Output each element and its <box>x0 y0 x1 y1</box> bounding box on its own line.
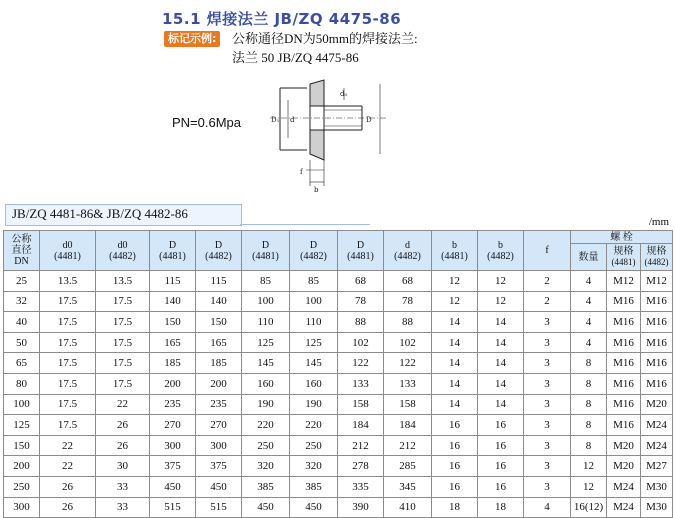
table-cell: 515 <box>150 497 196 518</box>
table-cell: 3 <box>524 394 571 415</box>
table-cell: 26 <box>40 497 96 518</box>
label-b: b <box>314 186 319 194</box>
table-cell: 12 <box>478 291 524 312</box>
label-d: d <box>290 116 295 124</box>
table-cell: 17.5 <box>40 415 96 436</box>
table-row <box>4 353 673 374</box>
table-cell: 300 <box>4 497 40 518</box>
table-cell: 22 <box>96 394 150 415</box>
table-cell: 8 <box>571 373 607 394</box>
table-cell: M16 <box>607 415 641 436</box>
table-cell: 78 <box>338 291 384 312</box>
label-D: D <box>366 116 372 124</box>
table-cell: 410 <box>384 497 432 518</box>
table-cell: 3 <box>524 312 571 333</box>
table-cell: 17.5 <box>96 353 150 374</box>
table-row <box>4 312 673 333</box>
table-cell: 14 <box>478 332 524 353</box>
table-cell: 285 <box>384 456 432 477</box>
table-cell: 102 <box>338 332 384 353</box>
table-cell: 33 <box>96 497 150 518</box>
table-cell: 16 <box>478 435 524 456</box>
table-cell: 2 <box>524 291 571 312</box>
table-cell: 4 <box>571 332 607 353</box>
table-cell: 375 <box>196 456 242 477</box>
table-cell: 14 <box>432 394 478 415</box>
table-cell: 30 <box>96 456 150 477</box>
table-cell: 50 <box>4 332 40 353</box>
table-cell: 184 <box>338 415 384 436</box>
table-cell: 25 <box>4 271 40 292</box>
table-cell: 68 <box>384 271 432 292</box>
table-cell: M20 <box>607 435 641 456</box>
table-cell: 8 <box>571 415 607 436</box>
pressure-rating: PN=0.6Mpa <box>172 115 242 130</box>
table-cell: 16 <box>432 435 478 456</box>
table-cell: 115 <box>150 271 196 292</box>
table-cell: 13.5 <box>40 271 96 292</box>
table-cell: 140 <box>196 291 242 312</box>
table-cell: 450 <box>242 497 290 518</box>
table-cell: 122 <box>384 353 432 374</box>
table-cell: 16 <box>478 415 524 436</box>
table-cell: 185 <box>196 353 242 374</box>
table-cell: 515 <box>196 497 242 518</box>
table-cell: 3 <box>524 456 571 477</box>
table-cell: 17.5 <box>96 312 150 333</box>
table-cell: 390 <box>338 497 384 518</box>
unit-label: /mm <box>648 216 669 228</box>
table-row <box>4 435 673 456</box>
table-row <box>4 271 673 292</box>
table-cell: 12 <box>571 456 607 477</box>
table-cell: 88 <box>338 312 384 333</box>
example-line-2: 法兰 50 JB/ZQ 4475-86 <box>232 50 359 65</box>
table-cell: 200 <box>150 373 196 394</box>
table-cell: 18 <box>432 497 478 518</box>
table-cell: 300 <box>150 435 196 456</box>
header-D-4482: D (4482) <box>196 231 242 271</box>
table-cell: 85 <box>242 271 290 292</box>
table-cell: 8 <box>571 394 607 415</box>
table-cell: 100 <box>242 291 290 312</box>
table-cell: 185 <box>150 353 196 374</box>
table-cell: 16 <box>478 456 524 477</box>
header-bolt-qty: 数量 <box>571 244 607 271</box>
table-row <box>4 332 673 353</box>
table-row <box>4 456 673 477</box>
table-cell: 16 <box>432 415 478 436</box>
table-cell: 16(12) <box>571 497 607 518</box>
table-cell: M20 <box>641 394 673 415</box>
table-cell: M12 <box>607 271 641 292</box>
table-cell: 14 <box>478 353 524 374</box>
table-cell: 110 <box>290 312 338 333</box>
table-cell: M24 <box>641 435 673 456</box>
table-cell: 4 <box>571 271 607 292</box>
table-cell: 17.5 <box>40 332 96 353</box>
table-cell: 12 <box>432 291 478 312</box>
table-cell: 190 <box>290 394 338 415</box>
table-cell: 14 <box>432 312 478 333</box>
table-cell: 250 <box>242 435 290 456</box>
table-cell: 22 <box>40 435 96 456</box>
table-cell: 17.5 <box>96 373 150 394</box>
table-cell: 2 <box>524 271 571 292</box>
table-cell: 345 <box>384 476 432 497</box>
header-D2-4481: D (4481) <box>338 231 384 271</box>
table-cell: 100 <box>290 291 338 312</box>
table-cell: 125 <box>242 332 290 353</box>
table-row <box>4 476 673 497</box>
table-cell: 40 <box>4 312 40 333</box>
table-cell: 33 <box>96 476 150 497</box>
table-cell: 85 <box>290 271 338 292</box>
table-cell: M16 <box>607 332 641 353</box>
marking-example-tag: 标记示例: <box>164 31 220 47</box>
table-cell: 160 <box>242 373 290 394</box>
page-title: 15.1 焊接法兰 JB/ZQ 4475-86 <box>162 10 402 28</box>
table-cell: M12 <box>641 271 673 292</box>
table-cell: M16 <box>641 312 673 333</box>
table-cell: 300 <box>196 435 242 456</box>
table-cell: 158 <box>384 394 432 415</box>
table-cell: M16 <box>607 394 641 415</box>
table-cell: 270 <box>196 415 242 436</box>
flange-drawing <box>262 78 392 196</box>
table-cell: 158 <box>338 394 384 415</box>
table-row <box>4 415 673 436</box>
table-cell: M24 <box>641 415 673 436</box>
table-cell: 65 <box>4 353 40 374</box>
table-cell: 165 <box>196 332 242 353</box>
table-cell: 68 <box>338 271 384 292</box>
table-cell: 200 <box>4 456 40 477</box>
table-cell: 17.5 <box>40 394 96 415</box>
table-cell: 4 <box>571 291 607 312</box>
table-cell: 78 <box>384 291 432 312</box>
table-cell: 133 <box>384 373 432 394</box>
table-cell: M30 <box>641 497 673 518</box>
table-cell: 22 <box>40 456 96 477</box>
table-cell: M24 <box>607 497 641 518</box>
table-cell: 385 <box>290 476 338 497</box>
label-d0: d₀ <box>340 90 348 98</box>
header-d-4482: d (4482) <box>384 231 432 271</box>
table-cell: 125 <box>4 415 40 436</box>
table-cell: 140 <box>150 291 196 312</box>
table-cell: 8 <box>571 435 607 456</box>
table-cell: M16 <box>607 373 641 394</box>
table-cell: 4 <box>524 497 571 518</box>
table-cell: 150 <box>196 312 242 333</box>
table-cell: 190 <box>242 394 290 415</box>
table-cell: 26 <box>96 415 150 436</box>
table-cell: 16 <box>432 456 478 477</box>
table-cell: 220 <box>290 415 338 436</box>
header-bolt: 螺 栓 <box>571 231 673 244</box>
standards-label: JB/ZQ 4481-86& JB/ZQ 4482-86 <box>12 206 188 221</box>
table-cell: 150 <box>4 435 40 456</box>
table-cell: 80 <box>4 373 40 394</box>
table-cell: 12 <box>478 271 524 292</box>
table-cell: M30 <box>641 476 673 497</box>
table-cell: 26 <box>96 435 150 456</box>
table-cell: 14 <box>478 394 524 415</box>
table-row <box>4 291 673 312</box>
table-cell: M27 <box>641 456 673 477</box>
table-cell: 212 <box>338 435 384 456</box>
table-cell: 8 <box>571 353 607 374</box>
table-cell: 17.5 <box>96 291 150 312</box>
table-cell: 16 <box>478 476 524 497</box>
table-cell: 14 <box>432 353 478 374</box>
table-cell: 12 <box>432 271 478 292</box>
table-cell: 145 <box>242 353 290 374</box>
table-cell: M24 <box>607 476 641 497</box>
table-cell: 3 <box>524 373 571 394</box>
table-row <box>4 373 673 394</box>
table-cell: 14 <box>478 312 524 333</box>
header-D1-4482: D (4482) <box>290 231 338 271</box>
header-D1-4481: D (4481) <box>242 231 290 271</box>
header-d0-4482: d0 (4482) <box>96 231 150 271</box>
table-cell: 13.5 <box>96 271 150 292</box>
table-cell: 17.5 <box>40 291 96 312</box>
table-cell: 235 <box>196 394 242 415</box>
table-cell: 320 <box>290 456 338 477</box>
table-cell: 115 <box>196 271 242 292</box>
table-cell: 16 <box>432 476 478 497</box>
table-cell: 17.5 <box>96 332 150 353</box>
header-b-4482: b (4482) <box>478 231 524 271</box>
table-cell: 450 <box>196 476 242 497</box>
table-cell: 250 <box>4 476 40 497</box>
table-cell: M16 <box>641 332 673 353</box>
table-cell: 250 <box>290 435 338 456</box>
table-cell: 3 <box>524 415 571 436</box>
table-cell: 450 <box>150 476 196 497</box>
table-cell: 14 <box>432 332 478 353</box>
table-row <box>4 497 673 518</box>
table-cell: 335 <box>338 476 384 497</box>
table-cell: 122 <box>338 353 384 374</box>
table-cell: 100 <box>4 394 40 415</box>
table-cell: 26 <box>40 476 96 497</box>
table-cell: M16 <box>607 312 641 333</box>
table-cell: 133 <box>338 373 384 394</box>
header-d0-4481: d0 (4481) <box>40 231 96 271</box>
divider <box>240 224 370 225</box>
table-cell: 320 <box>242 456 290 477</box>
table-cell: 110 <box>242 312 290 333</box>
table-cell: 102 <box>384 332 432 353</box>
table-cell: 14 <box>432 373 478 394</box>
table-cell: 200 <box>196 373 242 394</box>
table-cell: 160 <box>290 373 338 394</box>
header-D-4481: D (4481) <box>150 231 196 271</box>
table-cell: M16 <box>607 353 641 374</box>
table-cell: M16 <box>641 373 673 394</box>
table-cell: M16 <box>607 291 641 312</box>
table-cell: 278 <box>338 456 384 477</box>
table-cell: 32 <box>4 291 40 312</box>
table-cell: 220 <box>242 415 290 436</box>
table-cell: 3 <box>524 353 571 374</box>
table-cell: 385 <box>242 476 290 497</box>
table-cell: M16 <box>641 353 673 374</box>
table-cell: 212 <box>384 435 432 456</box>
header-dn: 公称 直径 DN <box>4 231 40 271</box>
table-cell: 4 <box>571 312 607 333</box>
table-cell: 165 <box>150 332 196 353</box>
header-b-4481: b (4481) <box>432 231 478 271</box>
table-cell: 450 <box>290 497 338 518</box>
table-cell: 3 <box>524 332 571 353</box>
table-cell: 14 <box>478 373 524 394</box>
table-cell: 184 <box>384 415 432 436</box>
table-cell: 88 <box>384 312 432 333</box>
label-d1: D₁ <box>271 116 280 124</box>
table-row <box>4 394 673 415</box>
table-cell: 17.5 <box>40 312 96 333</box>
table-cell: M20 <box>607 456 641 477</box>
table-cell: 145 <box>290 353 338 374</box>
table-cell: 270 <box>150 415 196 436</box>
header-bolt-spec-4482: 规格 (4482) <box>641 244 673 271</box>
header-bolt-spec-4481: 规格 (4481) <box>607 244 641 271</box>
header-f: f <box>524 231 571 271</box>
table-cell: 3 <box>524 435 571 456</box>
table-cell: 125 <box>290 332 338 353</box>
table-cell: 375 <box>150 456 196 477</box>
label-f: f <box>300 168 303 176</box>
table-cell: 17.5 <box>40 373 96 394</box>
example-line-1: 公称通径DN为50mm的焊接法兰: <box>232 31 418 46</box>
table-cell: 150 <box>150 312 196 333</box>
table-cell: 235 <box>150 394 196 415</box>
table-cell: 18 <box>478 497 524 518</box>
table-cell: M16 <box>641 291 673 312</box>
table-cell: 17.5 <box>40 353 96 374</box>
table-cell: 3 <box>524 476 571 497</box>
table-cell: 12 <box>571 476 607 497</box>
flange-spec-table <box>3 230 673 518</box>
